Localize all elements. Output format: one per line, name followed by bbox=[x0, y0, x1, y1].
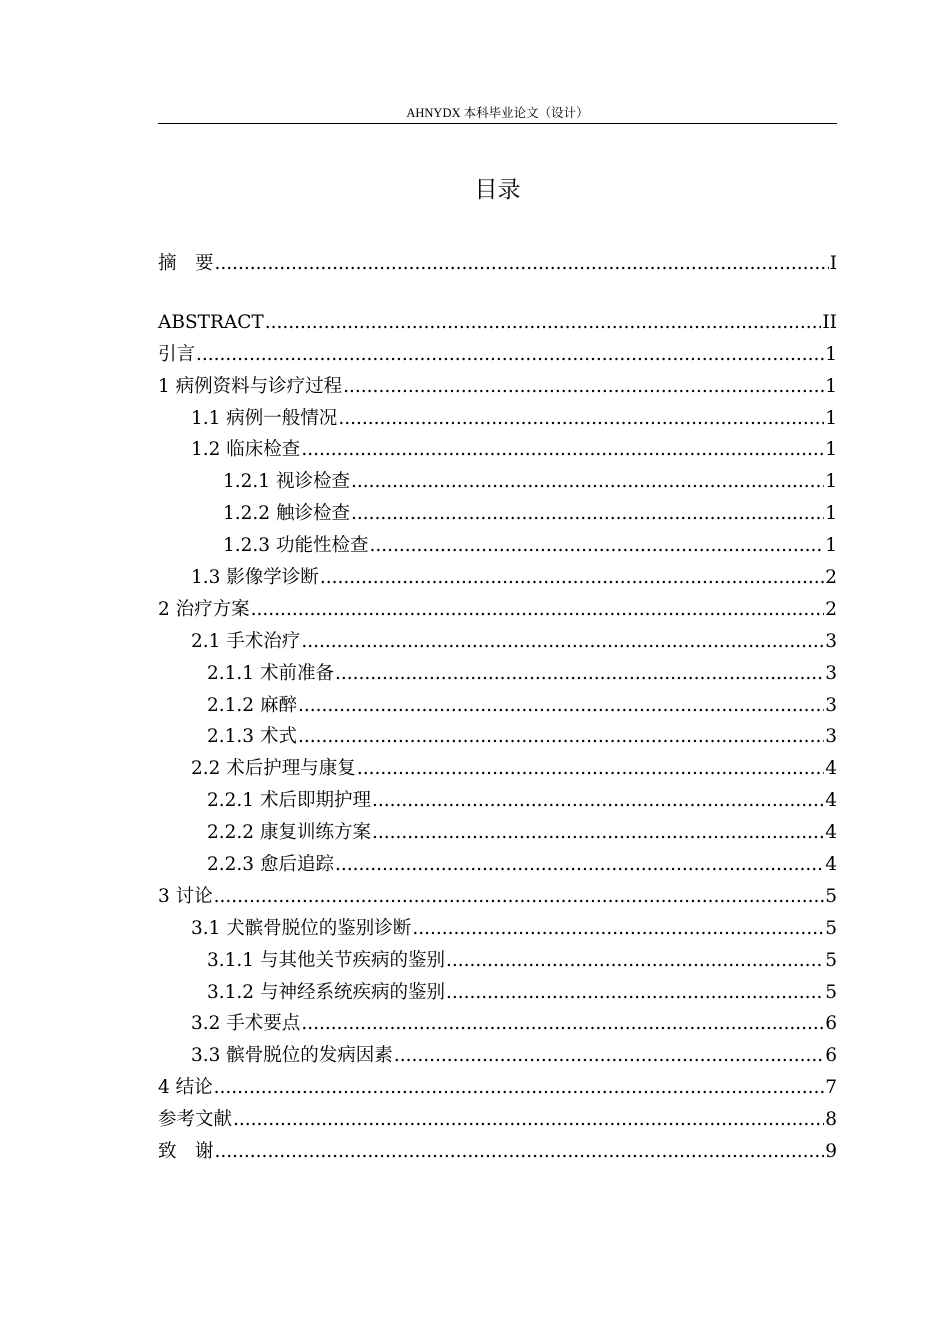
table-of-contents bbox=[158, 248, 837, 1168]
toc-entry[interactable] bbox=[158, 498, 837, 530]
toc-dot-leader bbox=[351, 466, 824, 498]
toc-entry[interactable] bbox=[158, 403, 837, 435]
toc-entry[interactable] bbox=[158, 658, 837, 690]
toc-entry[interactable] bbox=[158, 753, 837, 785]
toc-entry[interactable] bbox=[158, 339, 837, 371]
toc-entry-page-number: 9 bbox=[825, 1141, 837, 1163]
toc-entry-label: 2.1.1 术前准备 bbox=[207, 662, 334, 684]
toc-entry[interactable] bbox=[158, 785, 837, 817]
toc-entry[interactable] bbox=[158, 1008, 837, 1040]
toc-entry[interactable] bbox=[158, 817, 837, 849]
toc-entry-page-number: 5 bbox=[825, 981, 837, 1003]
toc-entry-page-number: 2 bbox=[825, 567, 837, 589]
toc-entry[interactable] bbox=[158, 1072, 837, 1104]
toc-dot-leader bbox=[251, 594, 825, 626]
toc-entry-label: 1.2.1 视诊检查 bbox=[223, 471, 350, 493]
toc-entry[interactable] bbox=[158, 849, 837, 881]
toc-entry-label: 3 讨论 bbox=[158, 885, 213, 907]
toc-entry-label: 2.1.2 麻醉 bbox=[207, 694, 297, 716]
toc-entry-label: 4 结论 bbox=[158, 1077, 213, 1099]
toc-entry-page-number: 3 bbox=[825, 726, 837, 748]
toc-dot-leader bbox=[357, 753, 824, 785]
toc-entry-label: ABSTRACT bbox=[158, 311, 264, 333]
header-rule bbox=[158, 123, 837, 124]
toc-dot-leader bbox=[215, 248, 829, 280]
toc-entry[interactable] bbox=[158, 594, 837, 626]
toc-title: 目录 bbox=[474, 177, 521, 203]
toc-entry[interactable] bbox=[158, 1104, 837, 1136]
toc-entry-label: 1.3 影像学诊断 bbox=[191, 567, 319, 589]
toc-entry-label: 2.2 术后护理与康复 bbox=[191, 758, 356, 780]
toc-entry-label: 1.2.2 触诊检查 bbox=[223, 503, 350, 525]
toc-dot-leader bbox=[320, 562, 824, 594]
toc-entry-page-number: 4 bbox=[825, 790, 837, 812]
toc-entry-page-number: 3 bbox=[825, 694, 837, 716]
toc-dot-leader bbox=[343, 371, 824, 403]
toc-entry-page-number: 1 bbox=[825, 375, 837, 397]
toc-dot-leader bbox=[233, 1104, 824, 1136]
toc-entry[interactable] bbox=[158, 626, 837, 658]
toc-entry-page-number: 6 bbox=[825, 1013, 837, 1035]
toc-entry-label: 2 治疗方案 bbox=[158, 598, 250, 620]
toc-dot-leader bbox=[372, 785, 824, 817]
toc-entry[interactable] bbox=[158, 530, 837, 562]
toc-entry-page-number: 7 bbox=[825, 1077, 837, 1099]
toc-dot-leader bbox=[351, 498, 824, 530]
toc-entry-page-number: 3 bbox=[825, 630, 837, 652]
toc-entry[interactable] bbox=[158, 1136, 837, 1168]
toc-entry-page-number: 3 bbox=[825, 662, 837, 684]
toc-entry-page-number: 4 bbox=[825, 854, 837, 876]
toc-entry[interactable] bbox=[158, 434, 837, 466]
toc-entry[interactable] bbox=[158, 721, 837, 753]
toc-entry-label: 3.1.1 与其他关节疾病的鉴别 bbox=[207, 949, 445, 971]
toc-entry-page-number: 1 bbox=[825, 343, 837, 365]
toc-entry[interactable] bbox=[158, 881, 837, 913]
toc-entry-label: 2.2.3 愈后追踪 bbox=[207, 854, 334, 876]
toc-dot-leader bbox=[394, 1040, 824, 1072]
toc-dot-leader bbox=[301, 1008, 824, 1040]
toc-entry-label: 参考文献 bbox=[158, 1109, 233, 1131]
toc-entry[interactable] bbox=[158, 945, 837, 977]
toc-entry-page-number: I bbox=[829, 253, 837, 274]
toc-entry-page-number: 4 bbox=[825, 822, 837, 844]
toc-entry-page-number: 1 bbox=[825, 503, 837, 525]
toc-entry[interactable] bbox=[158, 977, 837, 1009]
toc-entry-label: 3.1 犬髌骨脱位的鉴别诊断 bbox=[191, 917, 412, 939]
toc-entry-label: 3.2 手术要点 bbox=[191, 1013, 301, 1035]
toc-dot-leader bbox=[446, 977, 824, 1009]
toc-entry-label: 2.1 手术治疗 bbox=[191, 630, 301, 652]
toc-entry[interactable] bbox=[158, 371, 837, 403]
toc-dot-leader bbox=[196, 339, 824, 371]
toc-dot-leader bbox=[412, 913, 824, 945]
toc-entry-label: 摘 要 bbox=[158, 253, 214, 274]
toc-dot-leader bbox=[298, 690, 824, 722]
toc-entry[interactable] bbox=[158, 690, 837, 722]
toc-entry-label: 3.1.2 与神经系统疾病的鉴别 bbox=[207, 981, 445, 1003]
toc-entry-page-number: 5 bbox=[825, 885, 837, 907]
toc-dot-leader bbox=[369, 530, 824, 562]
toc-entry-page-number: 5 bbox=[825, 917, 837, 939]
toc-entry-page-number: 4 bbox=[825, 758, 837, 780]
toc-dot-leader bbox=[265, 307, 822, 339]
toc-entry-label: 1 病例资料与诊疗过程 bbox=[158, 375, 343, 397]
toc-dot-leader bbox=[214, 881, 825, 913]
toc-dot-leader bbox=[301, 434, 824, 466]
toc-entry-label: 3.3 髌骨脱位的发病因素 bbox=[191, 1045, 393, 1067]
toc-dot-leader bbox=[335, 849, 824, 881]
toc-entry-label: 2.2.2 康复训练方案 bbox=[207, 822, 371, 844]
toc-dot-leader bbox=[372, 817, 824, 849]
page-header: AHNYDX 本科毕业论文（设计） bbox=[406, 106, 589, 120]
toc-dot-leader bbox=[298, 721, 824, 753]
toc-entry-label: 1.2.3 功能性检查 bbox=[223, 535, 369, 557]
toc-dot-leader bbox=[335, 658, 824, 690]
toc-entry[interactable] bbox=[158, 913, 837, 945]
toc-dot-leader bbox=[338, 403, 824, 435]
toc-entry-page-number: II bbox=[822, 311, 837, 333]
toc-entry[interactable] bbox=[158, 307, 837, 339]
toc-entry[interactable] bbox=[158, 248, 837, 280]
toc-entry-label: 致 谢 bbox=[158, 1141, 214, 1163]
toc-entry[interactable] bbox=[158, 466, 837, 498]
toc-dot-leader bbox=[215, 1136, 825, 1168]
toc-dot-leader bbox=[301, 626, 824, 658]
toc-entry-label: 1.2 临床检查 bbox=[191, 439, 301, 461]
toc-entry[interactable] bbox=[158, 562, 837, 594]
toc-entry-page-number: 1 bbox=[825, 471, 837, 493]
toc-entry-label: 引言 bbox=[158, 343, 196, 365]
toc-entry-page-number: 2 bbox=[825, 598, 837, 620]
toc-entry-page-number: 1 bbox=[825, 407, 837, 429]
toc-entry-page-number: 6 bbox=[825, 1045, 837, 1067]
toc-entry-label: 2.1.3 术式 bbox=[207, 726, 297, 748]
toc-entry-page-number: 1 bbox=[825, 439, 837, 461]
toc-dot-leader bbox=[214, 1072, 825, 1104]
toc-entry-page-number: 8 bbox=[825, 1109, 837, 1131]
toc-entry[interactable] bbox=[158, 1040, 837, 1072]
toc-entry-page-number: 5 bbox=[825, 949, 837, 971]
toc-entry-label: 2.2.1 术后即期护理 bbox=[207, 790, 371, 812]
toc-entry-page-number: 1 bbox=[825, 535, 837, 557]
toc-dot-leader bbox=[446, 945, 824, 977]
toc-entry-label: 1.1 病例一般情况 bbox=[191, 407, 338, 429]
